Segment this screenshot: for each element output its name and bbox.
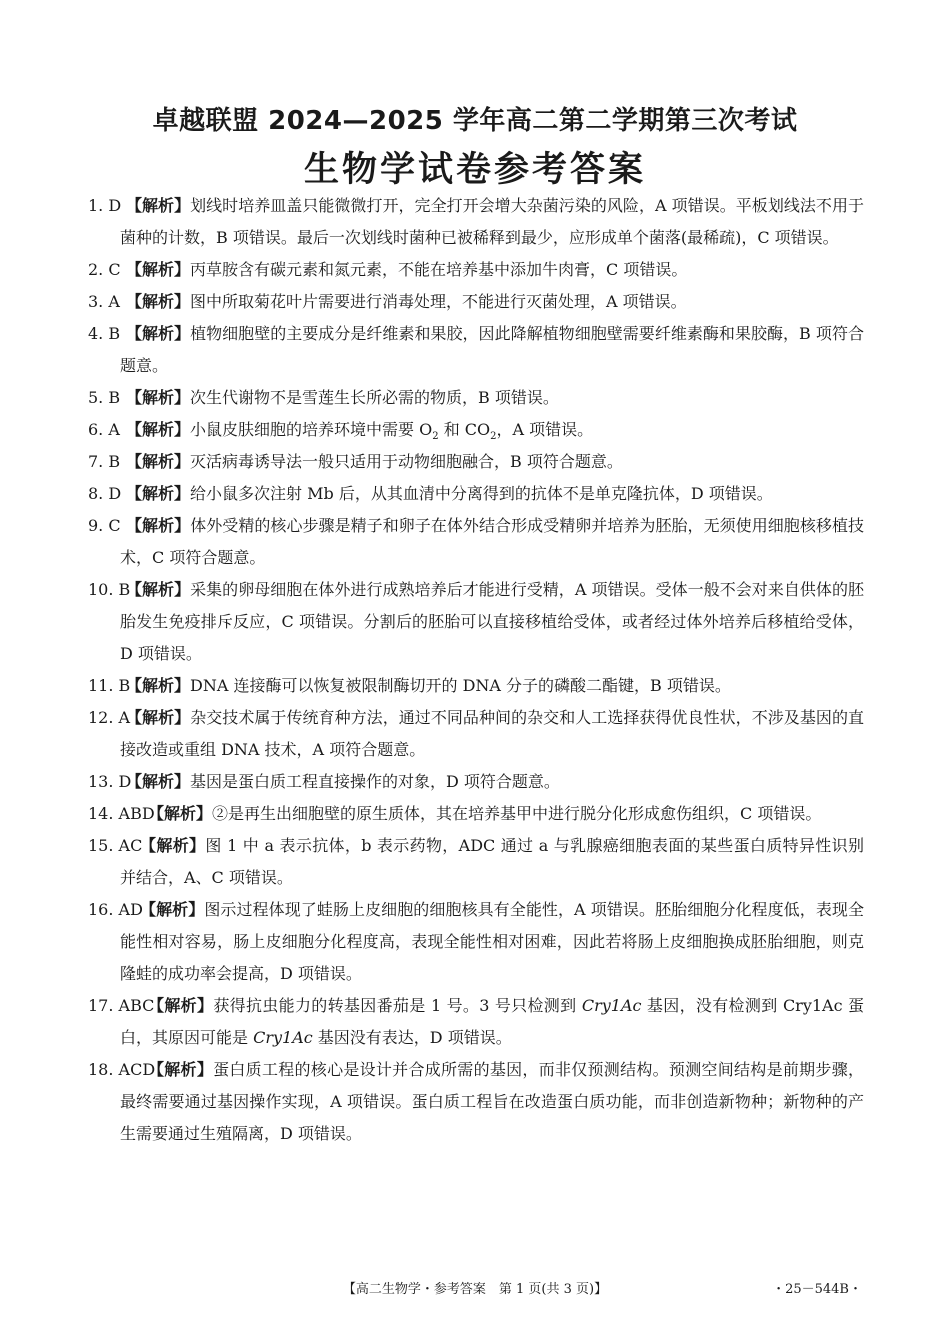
answer-number: 8. D bbox=[88, 484, 122, 503]
answer-item bbox=[88, 702, 864, 766]
answer-item bbox=[88, 830, 864, 894]
analysis-tag: 【解析】 bbox=[148, 804, 213, 823]
analysis-text: 获得抗虫能力的转基因番茄是 1 号。3 号只检测到 bbox=[213, 996, 582, 1015]
answer-item bbox=[88, 254, 864, 286]
answer-number: 17. ABC bbox=[88, 996, 155, 1015]
analysis-tag: 【解析】 bbox=[126, 324, 191, 343]
answer-number: 2. C bbox=[88, 260, 121, 279]
answer-number: 18. ACD bbox=[88, 1060, 156, 1079]
analysis-text: 基因，没有检测到 Cry1Ac 蛋白，其原因可能是 bbox=[120, 996, 864, 1047]
answer-number: 4. B bbox=[88, 324, 121, 343]
analysis-text: 和 CO bbox=[438, 420, 491, 439]
answer-number: 12. A bbox=[88, 708, 131, 727]
answer-number: 6. A bbox=[88, 420, 120, 439]
analysis-tag: 【解析】 bbox=[140, 900, 205, 919]
analysis-tag: 【解析】 bbox=[140, 836, 206, 855]
answer-item bbox=[88, 382, 864, 414]
answer-number: 11. B bbox=[88, 676, 131, 695]
answer-item bbox=[88, 510, 864, 574]
answer-item bbox=[88, 990, 864, 1054]
answer-number: 14. ABD bbox=[88, 804, 155, 823]
exam-title: 卓越联盟 2024—2025 学年高二第二学期第三次考试 bbox=[152, 106, 798, 136]
analysis-tag: 【解析】 bbox=[126, 708, 191, 727]
analysis-tag: 【解析】 bbox=[126, 388, 191, 407]
answer-number: 7. B bbox=[88, 452, 121, 471]
analysis-text: 小鼠皮肤细胞的培养环境中需要 O bbox=[190, 420, 433, 439]
analysis-text: 划线时培养皿盖只能微微打开，完全打开会增大杂菌污染的风险，A 项错误。平板划线法不用于菌种的计数，B 项错误。最后一次划线时菌种已被稀释到最少，应形成单个菌落(最稀疏)，C 项错误。 bbox=[120, 196, 864, 247]
answer-number: 9. C bbox=[88, 516, 121, 535]
analysis-text: 杂交技术属于传统育种方法，通过不同品种间的杂交和人工选择获得优良性状，不涉及基因的直接改造或重组 DNA 技术，A 项符合题意。 bbox=[120, 708, 864, 759]
answer-number: 13. D bbox=[88, 772, 132, 791]
analysis-text: ②是再生出细胞壁的原生质体，其在培养基甲中进行脱分化形成愈伤组织，C 项错误。 bbox=[212, 804, 822, 823]
analysis-text: 图 1 中 a 表示抗体，b 表示药物，ADC 通过 a 与乳腺癌细胞表面的某些蛋白质特异性识别并结合，A、C 项错误。 bbox=[120, 836, 864, 887]
answer-item bbox=[88, 478, 864, 510]
analysis-tag: 【解析】 bbox=[126, 484, 191, 503]
analysis-text: DNA 连接酶可以恢复被限制酶切开的 DNA 分子的磷酸二酯键，B 项错误。 bbox=[190, 676, 731, 695]
answer-item bbox=[88, 670, 864, 702]
analysis-text: 体外受精的核心步骤是精子和卵子在体外结合形成受精卵并培养为胚胎，无须使用细胞核移植技术，C 项符合题意。 bbox=[120, 516, 864, 567]
answer-number: 15. AC bbox=[88, 836, 143, 855]
gene-name: Cry1Ac bbox=[253, 1028, 313, 1047]
answer-item bbox=[88, 414, 864, 446]
subscript: 2 bbox=[490, 431, 497, 443]
analysis-text: 基因没有表达，D 项错误。 bbox=[312, 1028, 512, 1047]
answer-item bbox=[88, 318, 864, 382]
analysis-tag: 【解析】 bbox=[126, 292, 191, 311]
analysis-text: 蛋白质工程的核心是设计并合成所需的基因，而非仅预测结构。预测空间结构是前期步骤，最终需要通过基因操作实现，A 项错误。蛋白质工程旨在改造蛋白质功能，而非创造新物种；新物种的产生需要通过生殖隔离，D 项错误。 bbox=[120, 1060, 864, 1143]
analysis-tag: 【解析】 bbox=[126, 676, 191, 695]
answer-item bbox=[88, 574, 864, 670]
analysis-tag: 【解析】 bbox=[126, 772, 191, 791]
analysis-tag: 【解析】 bbox=[126, 196, 191, 215]
answer-list bbox=[88, 190, 864, 1150]
analysis-text: 给小鼠多次注射 Mb 后，从其血清中分离得到的抗体不是单克隆抗体，D 项错误。 bbox=[190, 484, 773, 503]
analysis-text: 图中所取菊花叶片需要进行消毒处理，不能进行灭菌处理，A 项错误。 bbox=[190, 292, 687, 311]
answer-number: 5. B bbox=[88, 388, 121, 407]
answer-key-title: 生物学试卷参考答案 bbox=[303, 150, 646, 190]
analysis-text: 采集的卵母细胞在体外进行成熟培养后才能进行受精，A 项错误。受体一般不会对来自供体的胚胎发生免疫排斥反应，C 项错误。分割后的胚胎可以直接移植给受体，或者经过体外培养后移植给受体，D 项错误。 bbox=[120, 580, 864, 663]
analysis-text: ，A 项错误。 bbox=[496, 420, 594, 439]
analysis-text: 灭活病毒诱导法一般只适用于动物细胞融合，B 项符合题意。 bbox=[190, 452, 623, 471]
answer-number: 1. D bbox=[88, 196, 122, 215]
analysis-tag: 【解析】 bbox=[148, 996, 214, 1015]
analysis-tag: 【解析】 bbox=[126, 516, 191, 535]
analysis-text: 丙草胺含有碳元素和氮元素，不能在培养基中添加牛肉膏，C 项错误。 bbox=[190, 260, 688, 279]
analysis-tag: 【解析】 bbox=[148, 1060, 214, 1079]
analysis-text: 基因是蛋白质工程直接操作的对象，D 项符合题意。 bbox=[190, 772, 560, 791]
analysis-text: 图示过程体现了蛙肠上皮细胞的细胞核具有全能性，A 项错误。胚胎细胞分化程度低，表现全能性相对容易，肠上皮细胞分化程度高，表现全能性相对困难，因此若将肠上皮细胞换成胚胎细胞，则克隆蛙的成功率会提高，D 项错误。 bbox=[120, 900, 864, 983]
subscript: 2 bbox=[432, 431, 439, 443]
analysis-tag: 【解析】 bbox=[126, 580, 191, 599]
answer-item bbox=[88, 446, 864, 478]
answer-item bbox=[88, 766, 864, 798]
answer-item bbox=[88, 190, 864, 254]
analysis-tag: 【解析】 bbox=[126, 260, 191, 279]
answer-number: 16. AD bbox=[88, 900, 143, 919]
answer-item bbox=[88, 286, 864, 318]
analysis-tag: 【解析】 bbox=[126, 452, 191, 471]
footer-code: ・25－544B・ bbox=[772, 1282, 862, 1297]
answer-item bbox=[88, 798, 864, 830]
analysis-text: 次生代谢物不是雪莲生长所必需的物质，B 项错误。 bbox=[190, 388, 559, 407]
footer-page-info: 【高二生物学・参考答案 第 1 页(共 3 页)】 bbox=[342, 1282, 608, 1297]
analysis-text: 植物细胞壁的主要成分是纤维素和果胶，因此降解植物细胞壁需要纤维素酶和果胶酶，B 项符合题意。 bbox=[120, 324, 864, 375]
answer-item bbox=[88, 894, 864, 990]
analysis-tag: 【解析】 bbox=[126, 420, 191, 439]
gene-name: Cry1Ac bbox=[581, 996, 642, 1015]
answer-number: 3. A bbox=[88, 292, 120, 311]
answer-number: 10. B bbox=[88, 580, 131, 599]
answer-item bbox=[88, 1054, 864, 1150]
